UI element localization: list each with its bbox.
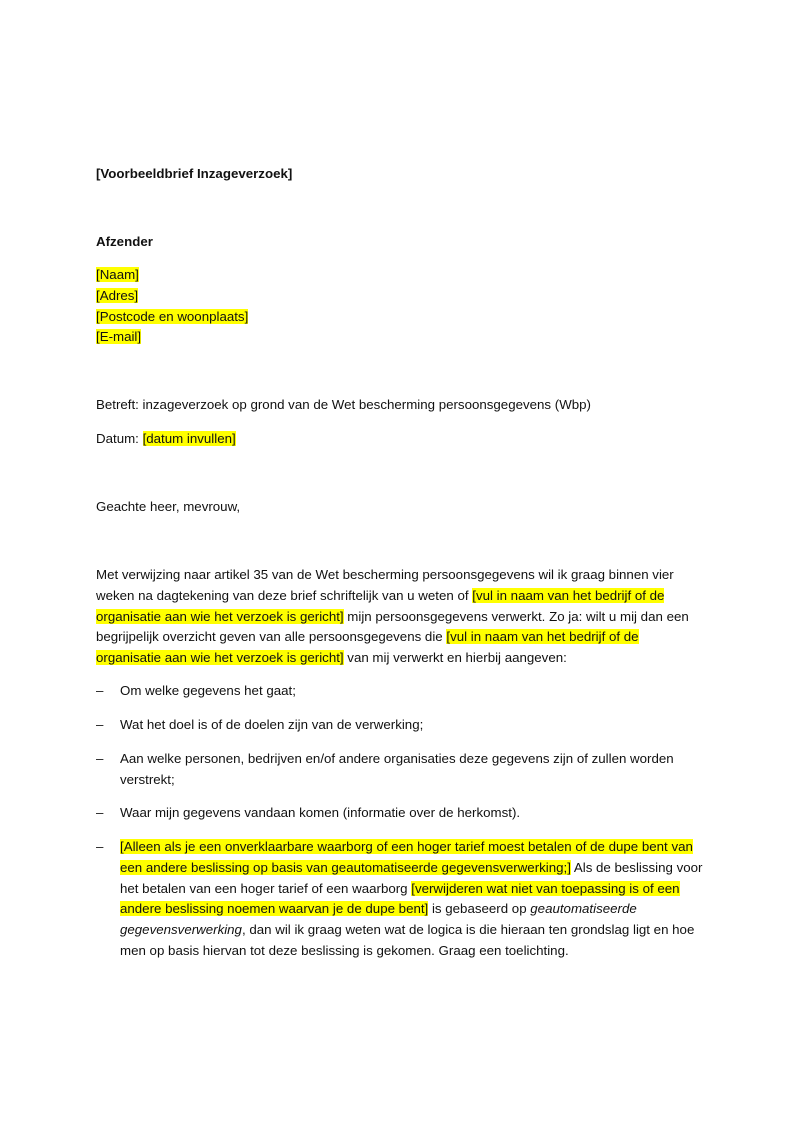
request-list-item-2 xyxy=(96,715,706,736)
list-item-italic: geautomatiseerde gegevensverwerking xyxy=(120,901,637,938)
list-item-text-2: is gebaseerd op xyxy=(428,901,531,917)
list-dash: – xyxy=(96,683,104,698)
list-item-placeholder-1: [Alleen als je een onverklaarbare waarborg of een hoger tarief moest betalen of de dupe bent van een andere beslissing op basis van geautomatiseerde gegevensverwerking;] xyxy=(120,839,693,875)
request-list-item-5 xyxy=(96,837,706,962)
list-dash: – xyxy=(96,839,104,854)
sender-address-block xyxy=(96,265,706,348)
list-dash: – xyxy=(96,751,104,766)
request-list-item-1 xyxy=(96,681,706,702)
paragraph-text-1: Met verwijzing naar artikel 35 van de Wet bescherming persoonsgegevens wil ik graag binnen vier weken na dagtekening van deze brief schriftelijk van u weten of xyxy=(96,567,674,603)
list-item-text: Aan welke personen, bedrijven en/of andere organisaties deze gegevens zijn of zullen worden verstrekt; xyxy=(120,751,674,787)
request-list-item-4 xyxy=(96,803,706,824)
sender-email-field: [E-mail] xyxy=(96,329,142,345)
paragraph-placeholder-1: [vul in naam van het bedrijf of de organisatie aan wie het verzoek is gericht] xyxy=(96,587,665,624)
paragraph-text-2: mijn persoonsgegevens verwerkt. Zo ja: wilt u mij dan een begrijpelijk overzicht geven van alle persoonsgegevens die xyxy=(96,608,689,645)
sender-heading: Afzender xyxy=(96,234,153,249)
list-item-placeholder-2: [verwijderen wat niet van toepassing is of een andere beslissing noemen waarvan je de dupe bent] xyxy=(120,880,680,917)
list-item-text-3: , dan wil ik graag weten wat de logica is die hieraan ten grondslag ligt en hoe men op basis hiervan tot deze beslissing is gekomen. Graag een toelichting. xyxy=(120,922,695,958)
list-item-text: Wat het doel is of de doelen zijn van de verwerking; xyxy=(120,717,424,732)
date-placeholder: [datum invullen] xyxy=(142,431,236,446)
list-dash: – xyxy=(96,717,104,732)
sender-name-field: [Naam] xyxy=(96,267,139,282)
paragraph-placeholder-2: [vul in naam van het bedrijf of de organisatie aan wie het verzoek is gericht] xyxy=(96,629,639,666)
letter-title: [Voorbeeldbrief Inzageverzoek] xyxy=(96,166,293,181)
request-list-item-3 xyxy=(96,749,706,791)
date-label: Datum: xyxy=(96,431,143,446)
list-item-text: Waar mijn gegevens vandaan komen (informatie over de herkomst). xyxy=(120,805,521,820)
body-paragraph xyxy=(96,565,706,669)
list-item-text-1: Als de beslissing voor het betalen van een hoger tarief of een waarborg xyxy=(120,859,703,896)
list-item-text: Om welke gegevens het gaat; xyxy=(120,683,296,698)
sender-address-field: [Adres] xyxy=(96,287,139,303)
subject-line: Betreft: inzageverzoek op grond van de Wet bescherming persoonsgegevens (Wbp) xyxy=(96,397,591,412)
paragraph-text-3: van mij verwerkt en hierbij aangeven: xyxy=(343,650,567,666)
sender-postcode-field: [Postcode en woonplaats] xyxy=(96,308,249,324)
date-line xyxy=(96,429,706,450)
list-dash: – xyxy=(96,805,104,820)
greeting: Geachte heer, mevrouw, xyxy=(96,499,241,514)
